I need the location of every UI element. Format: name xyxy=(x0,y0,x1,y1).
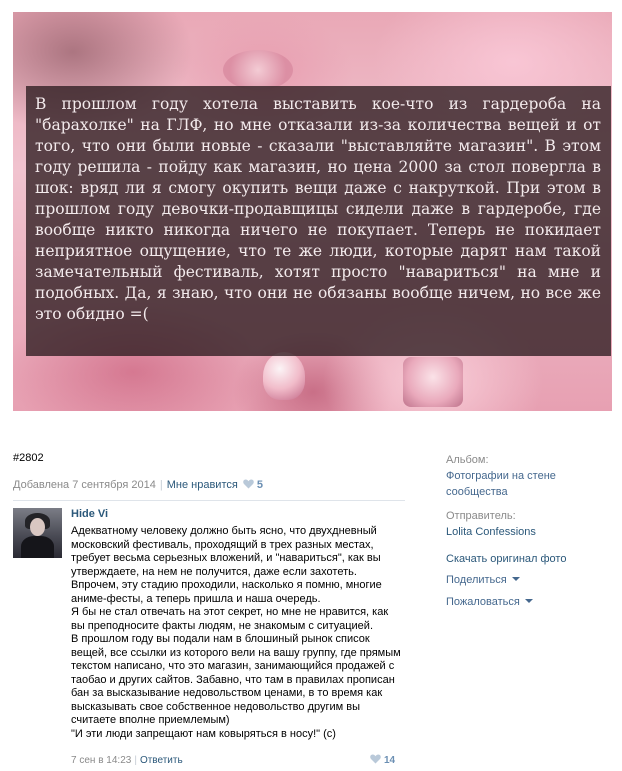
avatar-figure xyxy=(21,536,54,558)
comment-text: Адекватному человеку должно быть ясно, что двухдневный московский фестиваль, проходящий в трех разных местах, требует весьма серьезных вложений, и "навариться", как вы утверждаете, на нем не получится, даже если захотеть. Впрочем, эту стадию проходили, насколько я помню, многие аниме-фесты, а теперь пришла и наша очередь. Я бы не стал отвечать на этот секрет, но мне не нравится, как вы преподносите факты людям, не знакомым с ситуацией. В прошлом году вы подали нам в блошиный рынок список вещей, все ссылки из которого вели на вашу группу, где прямым текстом написано, что это магазин, занимающийся продажей с таобао и других сайтов. Забавно, что там в правилах прописан бан за высказывание недовольством ценами, в то время как высказывать свое собственное недовольство другим вы считаете вполне приемлемым) "И эти люди запрещают нам ковыряться в носу!" (с) xyxy=(71,525,401,740)
post-date[interactable]: Добавлена 7 сентября 2014 xyxy=(13,479,156,491)
album-info xyxy=(446,452,566,500)
reply-button[interactable]: Ответить xyxy=(139,755,183,766)
sender-info xyxy=(446,508,536,540)
album-label: Альбом: xyxy=(446,454,489,466)
comment-like-button[interactable] xyxy=(370,754,395,766)
post-photo[interactable] xyxy=(13,12,612,411)
confession-text: В прошлом году хотела выставить кое-что из гардероба на "барахолке" на ГЛФ, но мне отказали из-за количества вещей и от того, что они были новые - сказали "выставляйте магазин". В этом году решила - пойду как магазин, но цена 2000 за стол повергла в шок: вряд ли я смогу окупить вещи даже с накруткой. При этом в прошлом году девочки-продавщицы сидели даже в гардеробе, где вообще никто никогда ничего не покупает. Теперь не покидает неприятное ощущение, что те же люди, которые дарят нам такой замечательный фестиваль, хотят просто "навариться" на мне и подобных. Да, я знаю, что они не обязаны вообще ничем, но все же это обидно =( xyxy=(35,95,601,323)
avatar-figure xyxy=(30,518,45,536)
comment-date[interactable]: 7 сен в 14:23 xyxy=(71,755,132,766)
share-dropdown[interactable] xyxy=(446,572,520,588)
sender-label: Отправитель: xyxy=(446,510,516,522)
photo-decor xyxy=(263,352,305,400)
heart-icon xyxy=(370,754,381,764)
photo-decor xyxy=(403,357,463,407)
comment-author[interactable]: Hide Vi xyxy=(71,508,109,520)
caret-down-icon xyxy=(525,599,533,603)
separator: | xyxy=(159,479,163,491)
album-link[interactable]: Фотографии на стене сообщества xyxy=(446,470,556,498)
post-meta xyxy=(13,479,263,491)
comment-meta xyxy=(71,755,183,766)
download-original-link[interactable]: Скачать оригинал фото xyxy=(446,553,567,565)
share-label: Поделиться xyxy=(446,574,507,586)
report-label: Пожаловаться xyxy=(446,596,520,608)
report-dropdown[interactable] xyxy=(446,594,533,610)
photo-decor xyxy=(223,50,293,90)
divider xyxy=(13,500,405,501)
comment-like-count: 14 xyxy=(384,755,396,766)
post-number: #2802 xyxy=(13,452,44,464)
separator: | xyxy=(134,755,137,766)
sender-link[interactable]: Lolita Confessions xyxy=(446,526,536,538)
caret-down-icon xyxy=(512,577,520,581)
like-button[interactable]: Мне нравится xyxy=(166,479,238,491)
like-count[interactable]: 5 xyxy=(256,479,263,491)
avatar[interactable] xyxy=(13,508,62,558)
heart-icon[interactable] xyxy=(243,479,254,489)
